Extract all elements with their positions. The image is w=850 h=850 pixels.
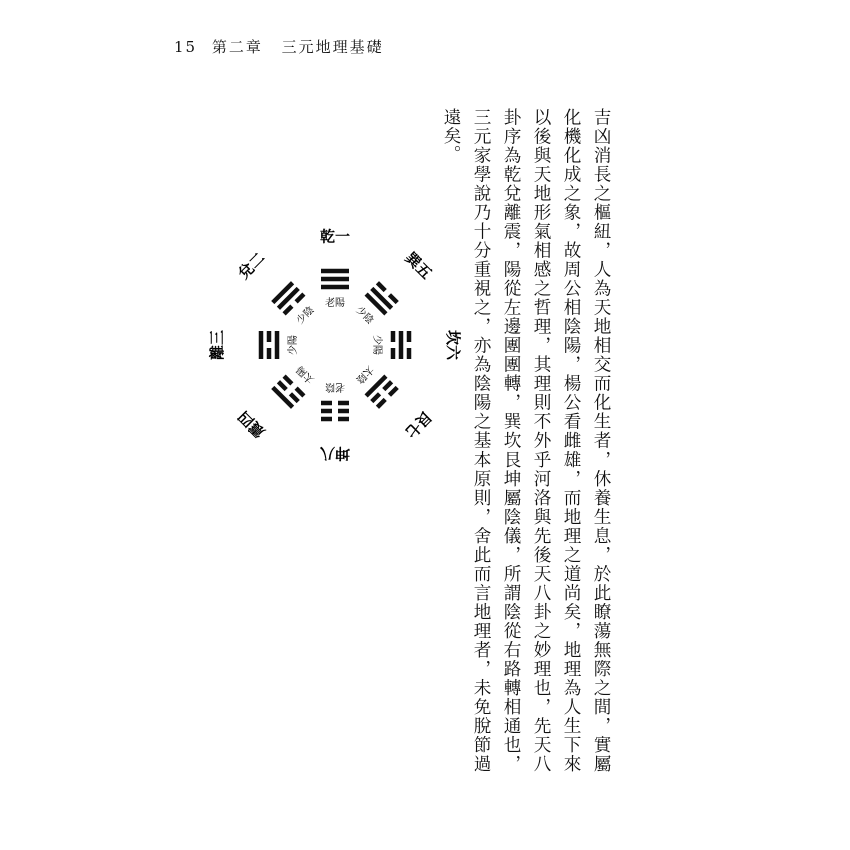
trigram-zhen [235, 363, 317, 441]
trigram-dui [235, 249, 317, 327]
trigram-line [321, 277, 349, 282]
trigram-line [321, 401, 349, 406]
trigram-inner-label: 少陰 [353, 304, 376, 327]
page-number: 15 [174, 38, 198, 56]
trigram-line [399, 331, 404, 359]
trigram-label: 巽五 [401, 248, 436, 283]
trigram-line [370, 287, 393, 310]
trigram-label: 兌二 [234, 248, 269, 283]
bagua-diagram [200, 195, 460, 485]
trigram-line [391, 331, 396, 359]
trigram-line [271, 386, 294, 409]
trigram-inner-label: 老陽 [325, 298, 345, 309]
trigram-line [321, 409, 349, 414]
trigram-line [376, 386, 399, 409]
trigram-line [321, 417, 349, 422]
trigram-inner-label: 老陰 [325, 381, 345, 392]
trigram-inner-label: 太陰 [353, 363, 376, 386]
trigram-kun [319, 381, 350, 463]
trigram-inner-label: 少陰 [294, 304, 317, 327]
trigram-line [277, 287, 300, 310]
trigram-line [321, 269, 349, 274]
running-head [174, 36, 384, 57]
trigram-label: 艮七 [401, 407, 436, 442]
trigram-line [321, 285, 349, 290]
trigram-label: 離三 [208, 329, 226, 361]
trigram-xun [353, 249, 435, 327]
trigram-inner-label: 少陽 [288, 335, 299, 355]
section-title: 三元地理基礎 [281, 38, 384, 56]
trigram-line [271, 281, 294, 304]
trigram-label: 乾一 [319, 227, 351, 246]
trigram-line [407, 331, 412, 359]
chapter-title: 第二章 [211, 38, 263, 56]
trigram-inner-label: 少陽 [371, 335, 382, 355]
trigram-label: 坤八 [319, 444, 351, 463]
trigram-inner-label: 太陽 [294, 363, 317, 386]
trigram-qian [320, 227, 350, 309]
trigram-label: 坎六 [444, 329, 462, 361]
trigram-gen [353, 363, 435, 441]
trigram-line [376, 281, 399, 304]
trigram-line [370, 380, 393, 403]
trigram-line [275, 331, 280, 359]
body-paragraph: 吉凶消長之樞紐，人為天地相交而化生者，休養生息，於此瞭蕩無際之間，實屬化機化成之象，故周公相陰陽，楊公看雌雄，而地理之道尚矣，地理為人生下來以後與天地形氣相感之哲理，其理則不外乎河洛與先後天八卦之妙理也，先天八卦序為乾兌離震，陽從左邊團團轉，巽坎艮坤屬陰儀，所謂陰從右路轉相通也，三元家學說乃十分重視之，亦為陰陽之基本原則，舍此而言地理者，未免脫節過遠矣。 [441, 108, 611, 773]
trigram-label: 震四 [234, 407, 269, 442]
trigram-line [277, 380, 300, 403]
trigram-line [259, 331, 264, 359]
trigram-li [208, 330, 299, 360]
trigram-line [267, 331, 272, 359]
